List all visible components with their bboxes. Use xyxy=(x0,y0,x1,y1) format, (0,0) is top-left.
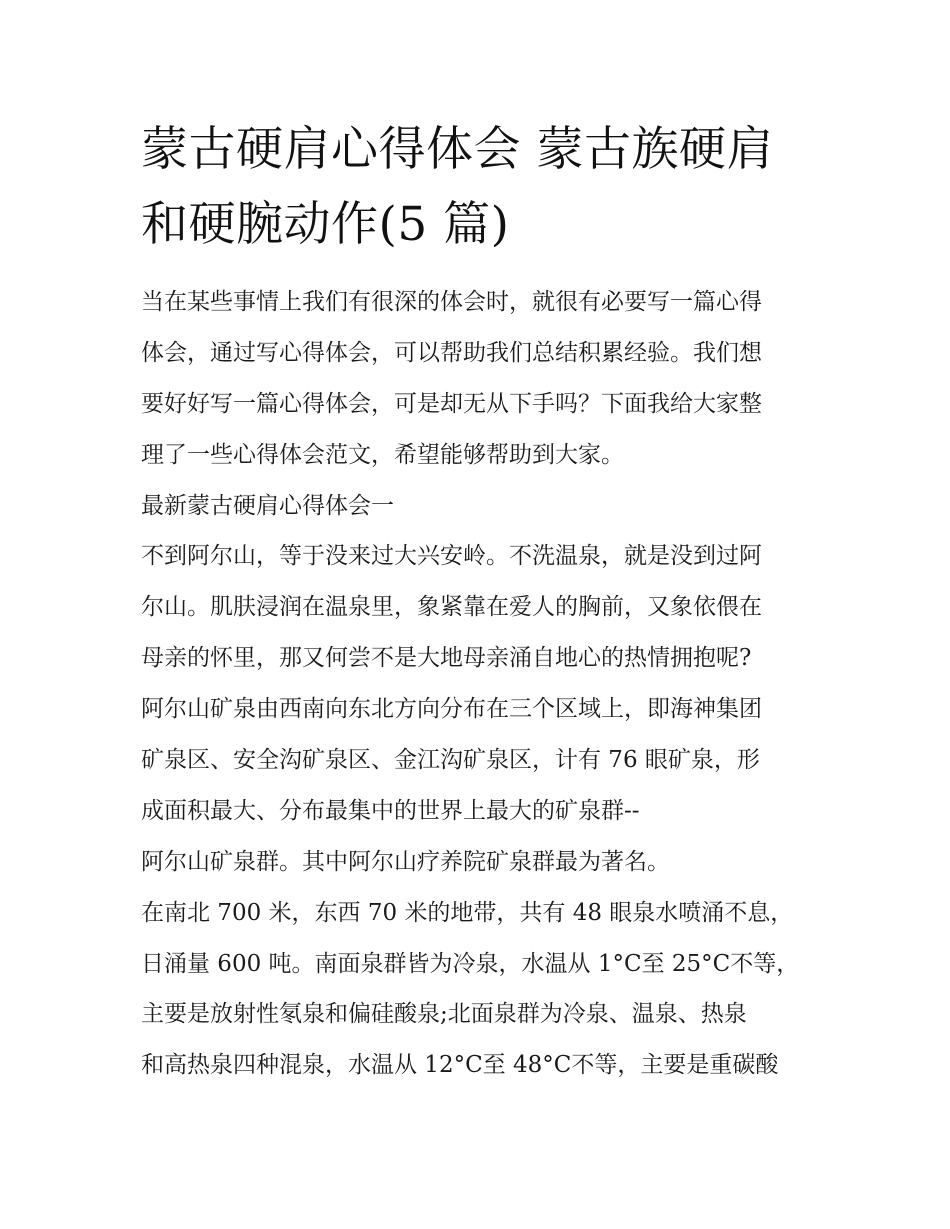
body-line: 不到阿尔山，等于没来过大兴安岭。不洗温泉，就是没到过阿 xyxy=(141,543,762,570)
body-line: 理了一些心得体会范文，希望能够帮助到大家。 xyxy=(141,441,624,468)
document-body xyxy=(141,277,821,1091)
document-title xyxy=(141,112,821,262)
body-line: 阿尔山矿泉由西南向东北方向分布在三个区域上，即海神集团 xyxy=(141,696,762,723)
body-line: 成面积最大、分布最集中的世界上最大的矿泉群-- xyxy=(141,797,640,824)
body-line: 阿尔山矿泉群。其中阿尔山疗养院矿泉群最为著名。 xyxy=(141,848,670,875)
body-line: 主要是放射性氡泉和偏硅酸泉;北面泉群为冷泉、温泉、热泉 xyxy=(141,1001,747,1028)
body-line: 日涌量 600 吨。南面泉群皆为冷泉，水温从 1°C至 25°C不等， xyxy=(141,950,800,977)
body-line: 矿泉区、安全沟矿泉区、金江沟矿泉区，计有 76 眼矿泉，形 xyxy=(141,747,760,774)
section-heading: 最新蒙古硬肩心得体会一 xyxy=(141,492,394,519)
body-line: 要好好写一篇心得体会，可是却无从下手吗？下面我给大家整 xyxy=(141,390,762,417)
title-line-1: 蒙古硬肩心得体会 蒙古族硬肩 xyxy=(141,122,774,177)
title-line-2: 和硬腕动作(5 篇) xyxy=(141,197,510,252)
body-line: 母亲的怀里，那又何尝不是大地母亲涌自地心的热情拥抱呢? xyxy=(141,645,752,672)
body-line: 和高热泉四种混泉，水温从 12°C至 48°C不等，主要是重碳酸 xyxy=(141,1052,779,1079)
body-line: 在南北 700 米，东西 70 米的地带，共有 48 眼泉水喷涌不息， xyxy=(141,899,794,926)
body-line: 体会，通过写心得体会，可以帮助我们总结积累经验。我们想 xyxy=(141,339,762,366)
body-line: 当在某些事情上我们有很深的体会时，就很有必要写一篇心得 xyxy=(141,289,762,315)
body-line: 尔山。肌肤浸润在温泉里，象紧靠在爱人的胸前，又象依偎在 xyxy=(141,594,762,621)
